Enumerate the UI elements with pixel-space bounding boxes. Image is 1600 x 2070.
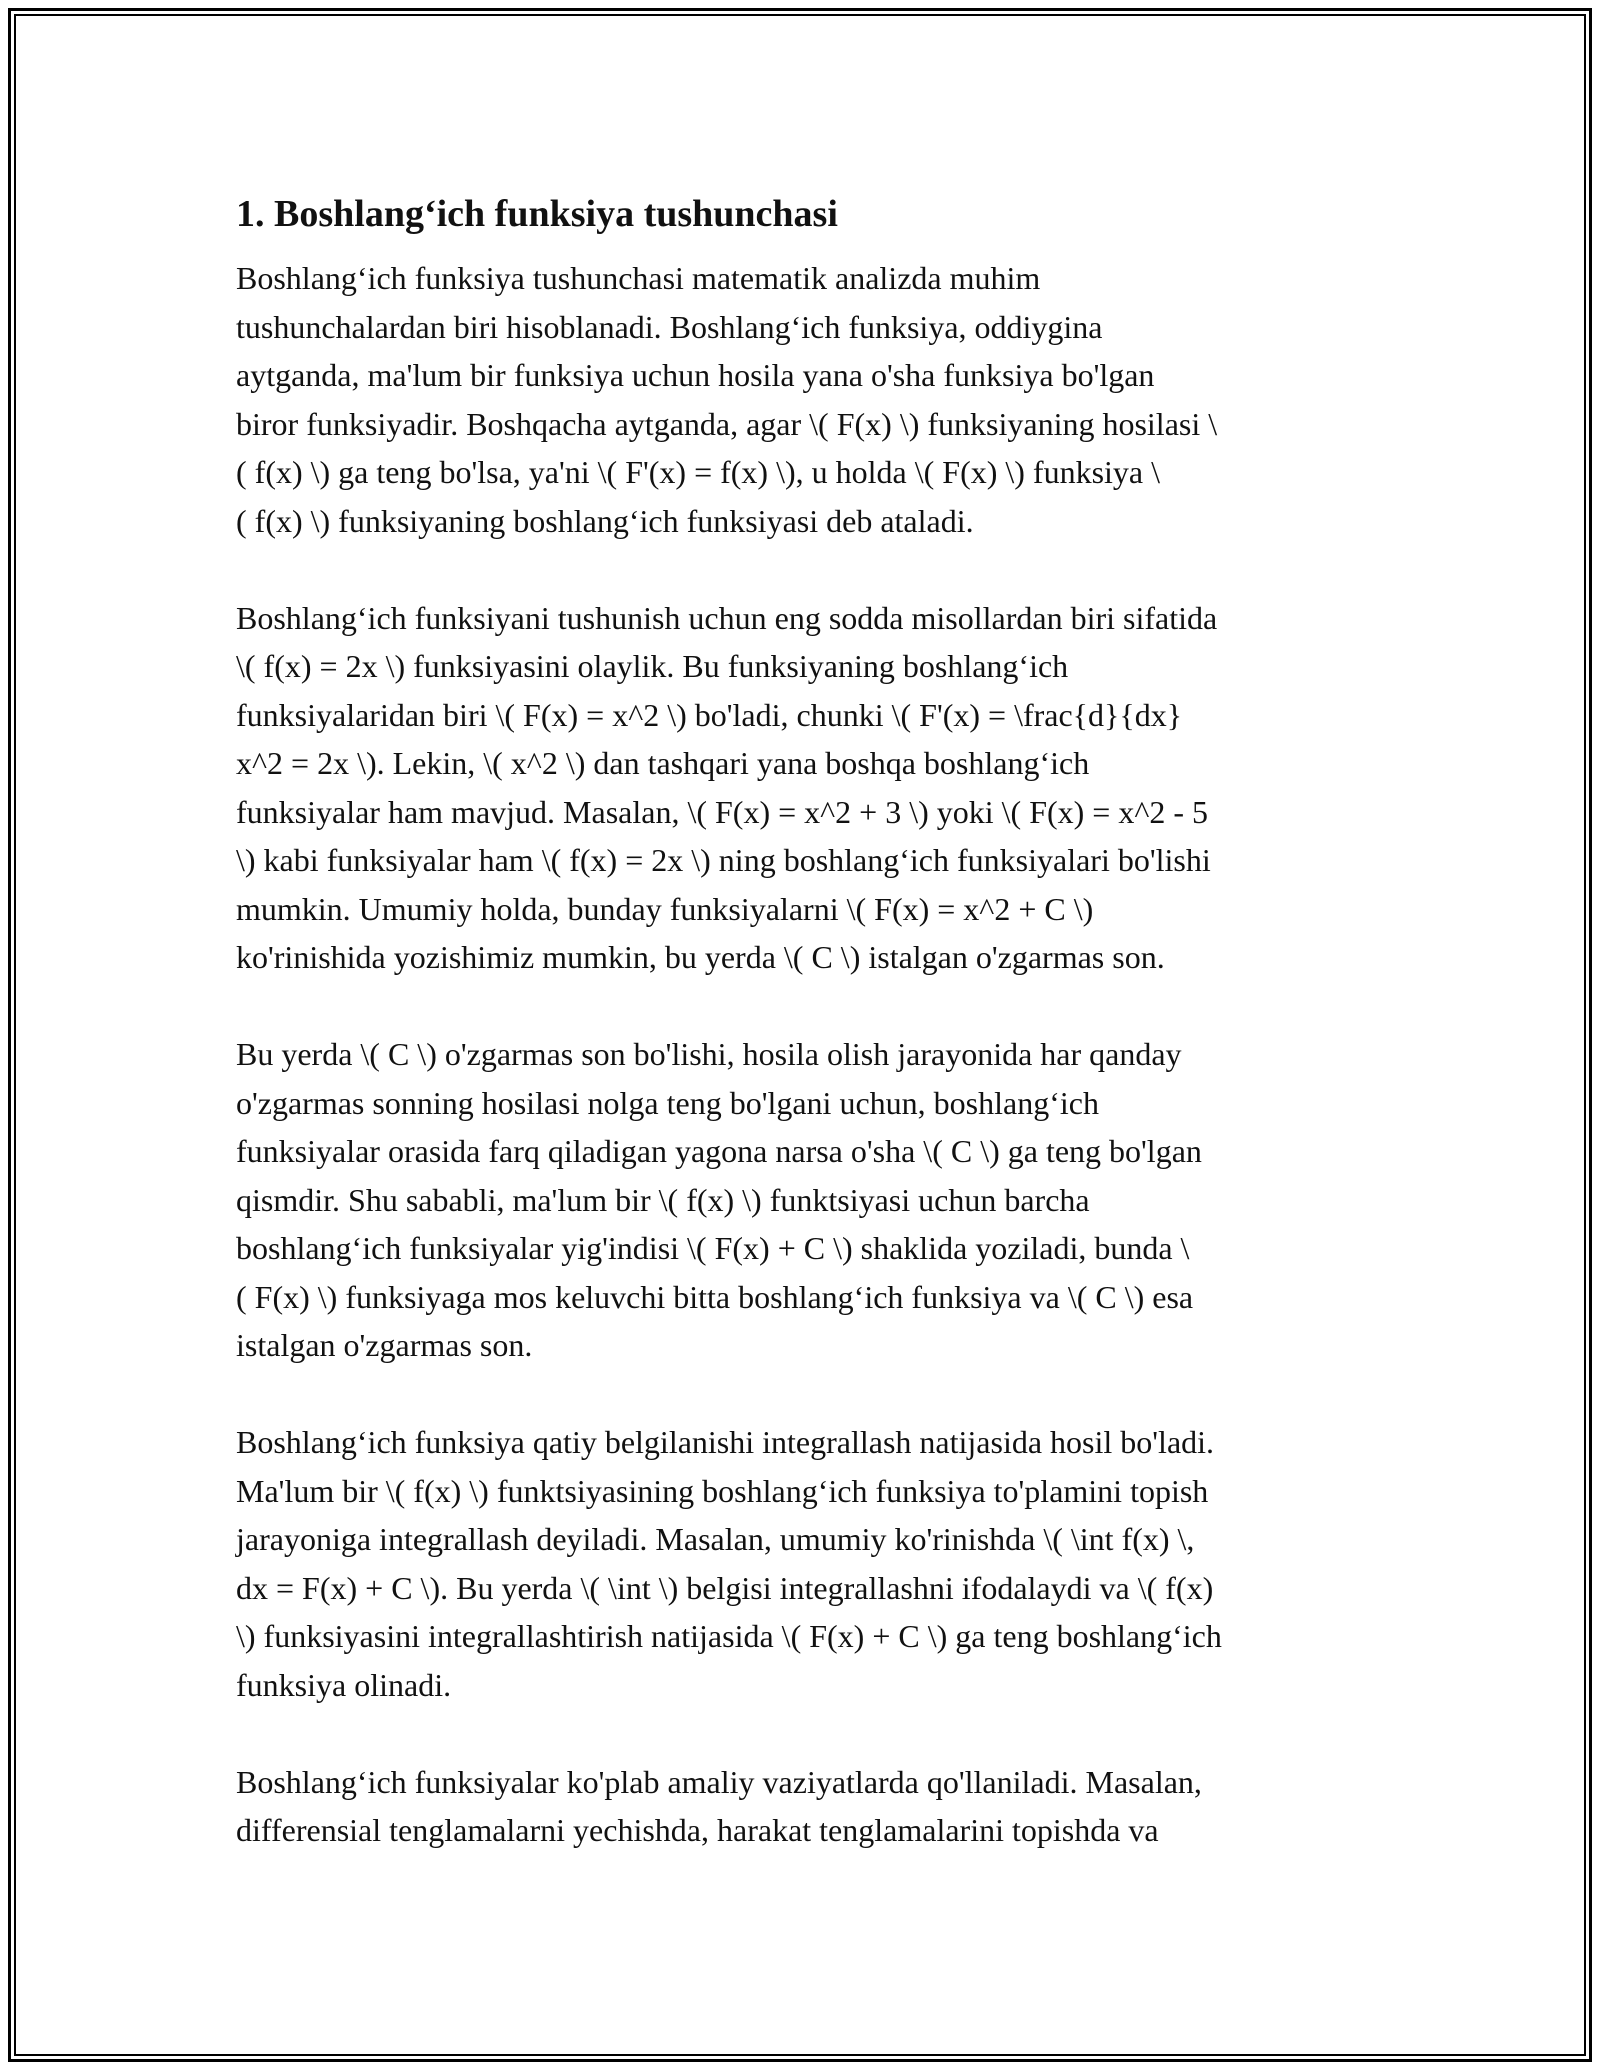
document-body [236,186,1368,1903]
text-line: ( f(x) \) funksiyaning boshlang‘ich funksiyasi deb ataladi. [236,502,974,539]
text-line: biror funksiyadir. Boshqacha aytganda, agar \( F(x) \) funksiyaning hosilasi \ [236,405,1218,442]
text-line: Boshlang‘ich funksiyani tushunish uchun eng sodda misollardan biri sifatida [236,599,1218,636]
paragraph [236,594,1368,982]
text-line: Boshlang‘ich funksiya tushunchasi matematik analizda muhim [236,260,1041,296]
text-line: \) kabi funksiyalar ham \( f(x) = 2x \) ning boshlang‘ich funksiyalari bo'lishi [236,842,1211,878]
text-line: istalgan o'zgarmas son. [236,1327,533,1363]
text-line: dx = F(x) + C \). Bu yerda \( \int \) belgisi integrallashni ifodalaydi va \( f(x) [236,1569,1214,1606]
text-line: ko'rinishida yozishimiz mumkin, bu yerda \( C \) istalgan o'zgarmas son. [236,939,1165,975]
text-line: funksiya olinadi. [236,1666,452,1703]
section-heading: 1. Boshlang‘ich funksiya tushunchasi [236,193,838,235]
text-line: ( F(x) \) funksiyaga mos keluvchi bitta boshlang‘ich funksiya va \( C \) esa [236,1278,1194,1315]
text-line: o'zgarmas sonning hosilasi nolga teng bo'lgani uchun, boshlang‘ich [236,1084,1099,1121]
text-line: Boshlang‘ich funksiya qatiy belgilanishi integrallash natijasida hosil bo'ladi. [236,1424,1215,1460]
text-line: Boshlang‘ich funksiyalar ko'plab amaliy vaziyatlarda qo'llaniladi. Masalan, [236,1763,1202,1800]
text-line: funksiyalar orasida farq qiladigan yagona narsa o'sha \( C \) ga teng bo'lgan [236,1133,1202,1169]
paragraph [236,1030,1368,1370]
paragraph [236,1758,1368,1855]
text-line: aytganda, ma'lum bir funksiya uchun hosila yana o'sha funksiya bo'lgan [236,357,1155,393]
text-line: \( f(x) = 2x \) funksiyasini olaylik. Bu funksiyaning boshlang‘ich [236,648,1069,684]
text-line: \) funksiyasini integrallashtirish natijasida \( F(x) + C \) ga teng boshlang‘ich [236,1618,1222,1654]
text-line: jarayoniga integrallash deyiladi. Masalan, umumiy ko'rinishda \( \int f(x) \, [236,1521,1195,1557]
text-line: x^2 = 2x \). Lekin, \( x^2 \) dan tashqari yana boshqa boshlang‘ich [236,745,1090,781]
text-line: differensial tenglamalarni yechishda, harakat tenglamalarini topishda va [236,1812,1159,1848]
text-line: ( f(x) \) ga teng bo'lsa, ya'ni \( F'(x) = f(x) \), u holda \( F(x) \) funksiya \ [236,454,1161,490]
text-line: Bu yerda \( C \) o'zgarmas son bo'lishi, hosila olish jarayonida har qanday [236,1036,1182,1072]
text-line: mumkin. Umumiy holda, bunday funksiyalarni \( F(x) = x^2 + C \) [236,890,1094,927]
text-line: funksiyalaridan biri \( F(x) = x^2 \) bo'ladi, chunki \( F'(x) = \frac{d}{dx} [236,696,1183,733]
paragraph [236,1418,1368,1709]
paragraph [236,254,1368,545]
text-line: funksiyalar ham mavjud. Masalan, \( F(x) = x^2 + 3 \) yoki \( F(x) = x^2 - 5 [236,793,1209,830]
text-line: Ma'lum bir \( f(x) \) funktsiyasining boshlang‘ich funksiya to'plamini topish [236,1472,1209,1509]
text-line: qismdir. Shu sababli, ma'lum bir \( f(x) \) funktsiyasi uchun barcha [236,1181,1090,1218]
text-line: tushunchalardan biri hisoblanadi. Boshlang‘ich funksiya, oddiygina [236,308,1103,345]
text-line: boshlang‘ich funksiyalar yig'indisi \( F(x) + C \) shaklida yoziladi, bunda \ [236,1230,1190,1266]
